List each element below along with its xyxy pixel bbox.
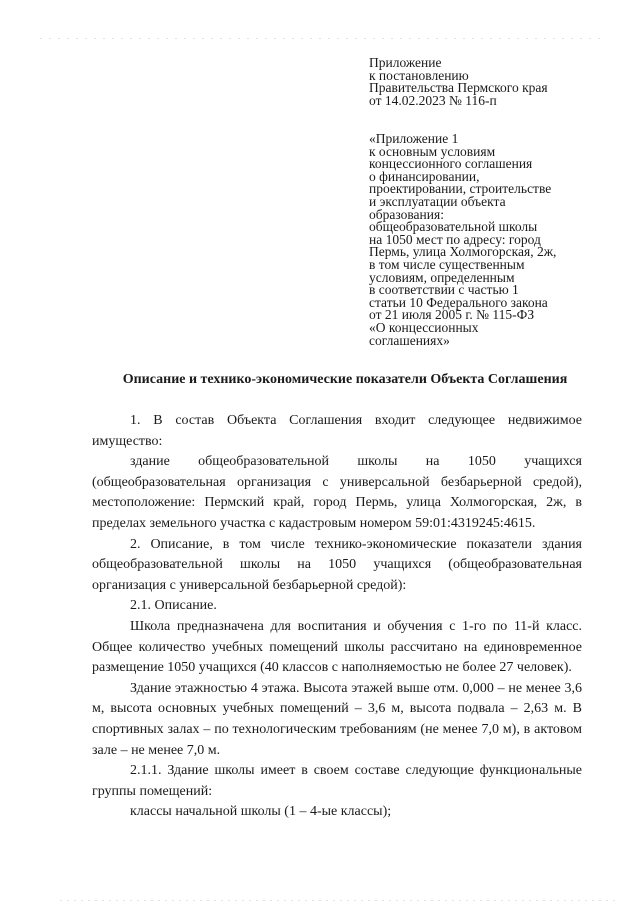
paragraph: Здание этажностью 4 этажа. Высота этажей выше отм. 0,000 – не менее 3,6 м, высота основных учебных помещений – 3,6 м, высота подвала – 2,63 м. В спортивных залах – по технологическим требованиям (не менее 7,0 м), в актовом зале – не менее 7,0 м. [92,680,582,758]
paragraph: классы начальной школы (1 – 4-ые классы); [130,804,392,820]
scan-artifact-top [40,38,600,39]
document-body [92,411,582,823]
annex-line: «Приложение 1 [369,131,459,146]
paragraph: 1. В состав Объекта Соглашения входит следующее недвижимое имущество: [92,413,582,449]
paragraph: 2. Описание, в том числе технико-экономические показатели здания общеобразовательной школы на 1050 учащихся (общеобразовательная организация с универсальной безбарьерной средой): [92,536,582,593]
header-line: Правительства Пермского края [369,80,548,95]
annex-line: «О концессионных [369,319,479,335]
header-line: к постановлению [369,67,469,83]
annex-line: от 21 июля 2005 г. № 115-ФЗ [369,307,535,323]
header-line: Приложение [369,55,442,70]
annex-line: образования: [369,206,444,222]
annex-line: Пермь, улица Холмогорская, 2ж, [369,244,557,260]
header-line: от 14.02.2023 № 116-п [369,92,497,108]
annex-line: к основным условиям [369,143,496,159]
annex-line: и эксплуатации объекта [369,193,506,209]
approval-header [369,57,629,107]
annex-reference [369,133,629,347]
annex-line: проектировании, строительстве [369,181,552,197]
annex-line: в том числе существенным [369,256,525,272]
annex-line: в соответствии с частью 1 [369,282,519,298]
scan-artifact-bottom [60,900,620,901]
paragraph: 2.1. Описание. [130,598,217,614]
paragraph: Школа предназначена для воспитания и обучения с 1-го по 11-й класс. Общее количество учебных помещений школы рассчитано на единовременное размещение 1050 учащихся (40 классов с наполняемостью не более 27 человек). [92,618,582,676]
paragraph: 2.1.1. Здание школы имеет в своем составе следующие функциональные группы помещений: [92,763,582,799]
annex-line: соглашениях» [369,332,450,348]
annex-line: общеобразовательной школы [369,219,538,235]
annex-line: концессионного соглашения [369,156,533,172]
annex-line: о финансировании, [369,168,480,184]
paragraph: здание общеобразовательной школы на 1050 учащихся (общеобразовательная организация с универсальной безбарьерной средой), местоположение: Пермский край, город Пермь, улица Холмогорская, 2ж, в пределах земельного участка с кадастровым номером 59:01:4319245:4615. [92,454,582,531]
annex-line: статьи 10 Федерального закона [369,294,548,310]
annex-line: условиям, определенным [369,269,515,285]
document-title: Описание и технико-экономические показатели Объекта Соглашения [122,372,568,387]
annex-line: на 1050 мест по адресу: город [369,231,541,247]
